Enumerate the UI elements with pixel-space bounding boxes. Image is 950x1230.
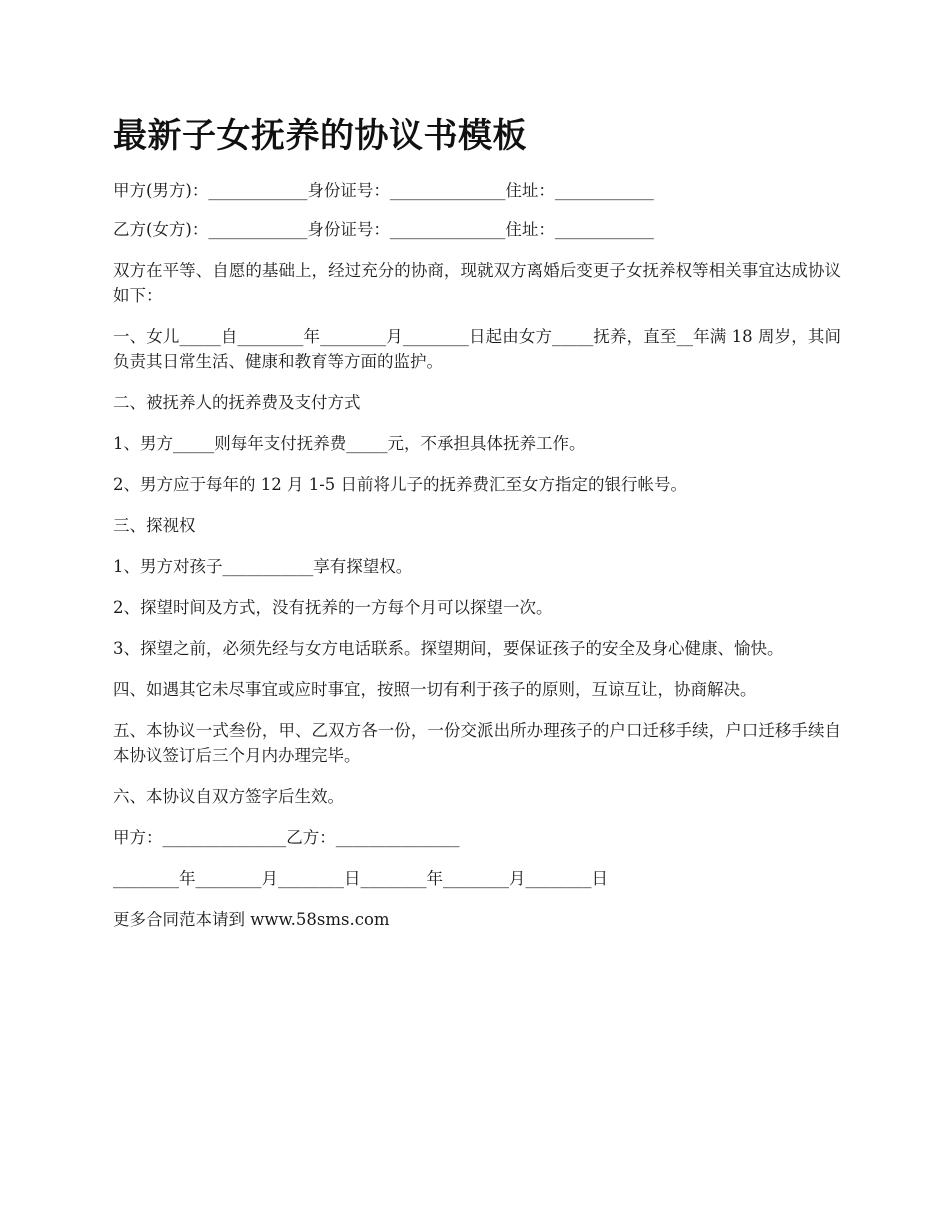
clause-4: 四、如遇其它未尽事宜或应时事宜，按照一切有利于孩子的原则，互谅互让，协商解决。 [113, 680, 757, 699]
clause-3-2: 2、探望时间及方式，没有抚养的一方每个月可以探望一次。 [113, 598, 553, 617]
clause-3-1: 1、男方对孩子___________享有探望权。 [113, 557, 413, 576]
party-b-line: 乙方(女方)：____________身份证号：______________住址：____________ [113, 220, 654, 239]
document-page [113, 108, 841, 948]
clause-3-3: 3、探望之前，必须先经与女方电话联系。探望期间，要保证孩子的安全及身心健康、愉快。 [113, 639, 784, 658]
intro-paragraph: 双方在平等、自愿的基础上，经过充分的协商，现就双方离婚后变更子女抚养权等相关事宜达成协议如下： [113, 261, 841, 305]
clause-3-heading: 三、探视权 [113, 516, 196, 535]
signature-line: 甲方：_______________乙方：_______________ [113, 828, 460, 847]
footer-link-text: 更多合同范本请到 www.58sms.com [113, 910, 390, 929]
clause-2-1: 1、男方_____则每年支付抚养费_____元，不承担具体抚养工作。 [113, 434, 586, 453]
date-line: ________年________月________日________年________月________日 [113, 869, 608, 888]
clause-1: 一、女儿_____自________年________月________日起由女方_____抚养，直至__年满 18 周岁，其间负责其日常生活、健康和教育等方面的监护。 [113, 327, 841, 371]
party-a-line: 甲方(男方)：____________身份证号：______________住址：____________ [113, 181, 654, 200]
clause-2-2: 2、男方应于每年的 12 月 1-5 日前将儿子的抚养费汇至女方指定的银行帐号。 [113, 475, 688, 494]
clause-2-heading: 二、被抚养人的抚养费及支付方式 [113, 393, 361, 412]
document-title: 最新子女抚养的协议书模板 [113, 116, 527, 156]
clause-5: 五、本协议一式叁份，甲、乙双方各一份，一份交派出所办理孩子的户口迁移手续，户口迁移手续自本协议签订后三个月内办理完毕。 [113, 721, 841, 765]
clause-6: 六、本协议自双方签字后生效。 [113, 787, 344, 806]
